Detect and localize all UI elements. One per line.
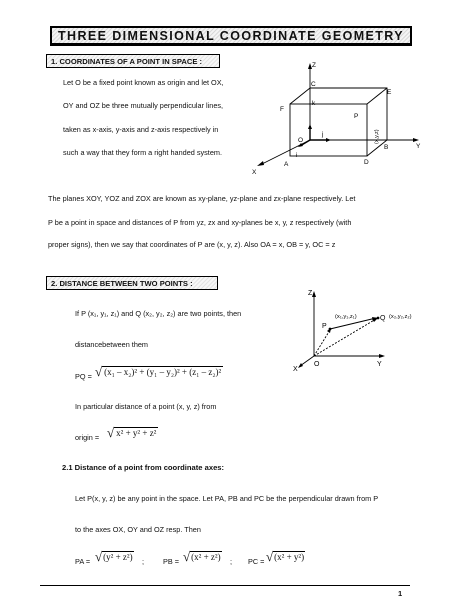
- label-xyz: (x,y,z): [374, 129, 380, 144]
- sqrt-symbol-icon: √: [266, 549, 274, 564]
- label-p: P: [354, 113, 359, 120]
- label-z: Z: [308, 290, 313, 297]
- origin-formula-lhs: origin =: [75, 433, 100, 442]
- label-i: i: [296, 152, 298, 159]
- section-2-1-line-1: Let P(x, y, z) be any point in the space. Let PA, PB and PC be the perpendicular drawn from P: [75, 494, 379, 503]
- sqrt-symbol-icon: √: [95, 364, 103, 379]
- section-1-line-1: Let O be a fixed point known as origin and let OX,: [63, 78, 224, 87]
- sqrt-symbol-icon: √: [95, 549, 103, 564]
- label-a: A: [284, 161, 289, 168]
- label-d: D: [364, 159, 369, 166]
- sqrt-symbol-icon: √: [183, 549, 191, 564]
- origin-formula: [107, 427, 158, 439]
- pq-formula-lhs: PQ =: [75, 372, 92, 381]
- pc-formula: [266, 551, 305, 563]
- pa-radicand: (y² + z²): [103, 552, 133, 562]
- label-j: j: [322, 131, 324, 138]
- box-front-face: [290, 104, 367, 156]
- page-number: 1: [398, 589, 403, 598]
- label-y: Y: [416, 143, 421, 150]
- pq-formula: [95, 366, 223, 378]
- coordinate-box-figure: [248, 58, 428, 178]
- pb-lhs: PB =: [163, 557, 180, 566]
- section-2-heading-text: 2. DISTANCE BETWEEN TWO POINTS :: [51, 278, 193, 288]
- section-1-line-2: OY and OZ be three mutually perpendicular lines,: [63, 101, 224, 110]
- label-p: P: [322, 323, 327, 330]
- section-1-heading: [46, 54, 220, 68]
- label-p-coords: (x₁,y₁,z₁): [335, 314, 357, 320]
- label-b: B: [384, 144, 389, 151]
- label-k: k: [312, 100, 316, 107]
- pa-lhs: PA =: [75, 557, 91, 566]
- section-1-para-line-3: proper signs), then we say that coordinates of P are (x, y, z). Also OA = x, OB = y, OC = z: [48, 240, 336, 249]
- section-1-line-3: taken as x-axis, y-axis and z-axis respectively in: [63, 125, 219, 134]
- pc-lhs: PC =: [248, 557, 265, 566]
- pq-formula-radicand: (x₁ – x₂)² + (y₁ – y₂)² + (z₁ – z₂)²: [104, 367, 222, 377]
- page-title: THREE DIMENSIONAL COORDINATE GEOMETRY: [57, 28, 405, 43]
- section-2-line-3: In particular distance of a point (x, y, z) from: [75, 402, 217, 411]
- page-title-box: [50, 26, 412, 46]
- section-2-1-heading: 2.1 Distance of a point from coordinate axes:: [62, 463, 225, 472]
- section-1-heading-text: 1. COORDINATES OF A POINT IN SPACE :: [51, 56, 203, 66]
- label-o: O: [298, 137, 304, 144]
- section-1-para-line-2: P be a point in space and distances of P from yz, zx and xy-planes be x, y, z respectively (with: [48, 218, 352, 227]
- section-1-para-line-1: The planes XOY, YOZ and ZOX are known as xy-plane, yz-plane and zx-plane respectively. Let: [48, 194, 356, 203]
- label-q: Q: [380, 315, 386, 322]
- sqrt-symbol-icon: √: [107, 425, 115, 440]
- label-f: F: [280, 106, 284, 113]
- section-2-line-2: distancebetween them: [75, 340, 149, 349]
- label-q-coords: (x₂,y₂,z₂): [389, 314, 412, 320]
- label-x: X: [252, 169, 257, 176]
- section-2-line-1: If P (x₁, y₁, z₁) and Q (x₂, y₂, z₂) are two points, then: [75, 309, 242, 318]
- label-c: C: [311, 81, 316, 88]
- section-1-line-4: such a way that they form a right handed system.: [63, 148, 222, 157]
- x-axis-line: [300, 356, 314, 366]
- pb-radicand: (x² + z²): [191, 552, 221, 562]
- label-y: Y: [377, 361, 382, 368]
- label-z: Z: [312, 62, 316, 69]
- label-o: O: [314, 361, 320, 368]
- origin-formula-radicand: x² + y² + z²: [116, 428, 157, 438]
- distance-figure: [290, 286, 430, 378]
- section-2-1-line-2: to the axes OX, OY and OZ resp. Then: [75, 525, 201, 534]
- footer-rule: [40, 585, 410, 586]
- pa-formula: [95, 551, 134, 563]
- separator-1: ;: [142, 557, 145, 566]
- pc-radicand: (x² + y²): [274, 552, 305, 562]
- pb-formula: [183, 551, 222, 563]
- section-2-heading: [46, 276, 218, 290]
- label-x: X: [293, 366, 298, 373]
- label-e: E: [387, 89, 392, 96]
- separator-2: ;: [230, 557, 233, 566]
